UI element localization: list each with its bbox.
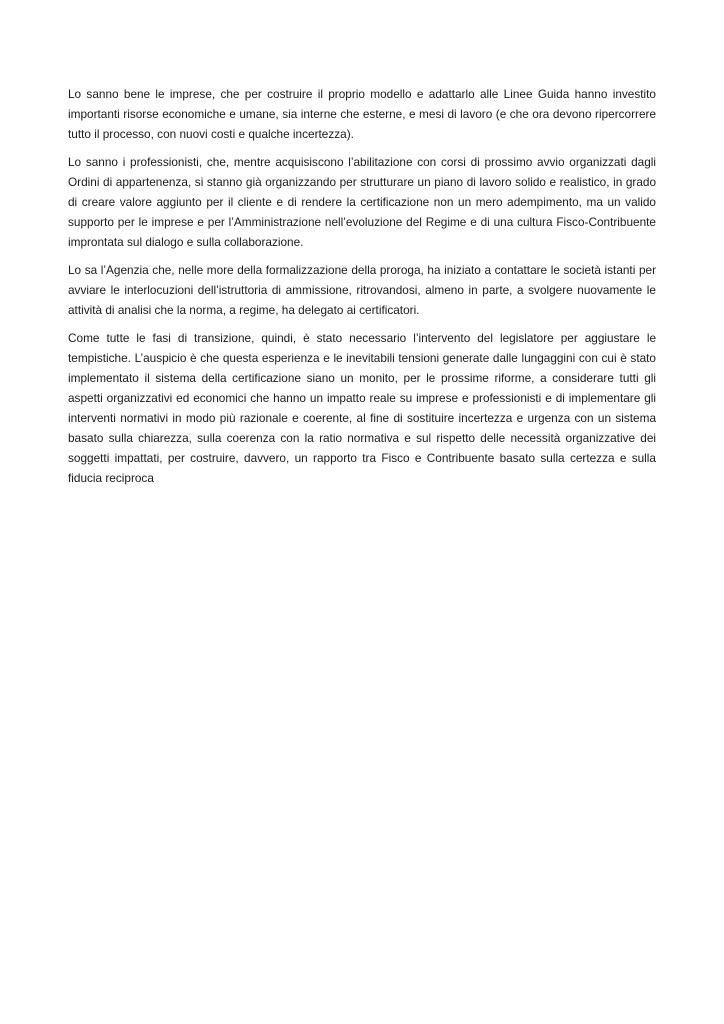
paragraph-professionisti: Lo sanno i professionisti, che, mentre acquisiscono l’abilitazione con corsi di prossimo avvio organizzati dagli Ordini di appartenenza, si stanno già organizzando per strutturare un piano di lavoro solido e realistico, in grado di creare valore aggiunto per il cliente e di rendere la certificazione non un mero adempimento, ma un valido supporto per le imprese e per l’Amministrazione nell’evoluzione del Regime e di una cultura Fisco-Contribuente improntata sul dialogo e sulla collaborazione.	[68, 155, 656, 249]
document-body	[68, 84, 656, 496]
paragraph-imprese: Lo sanno bene le imprese, che per costruire il proprio modello e adattarlo alle Linee Guida hanno investito importanti risorse economiche e umane, sia interne che esterne, e mesi di lavoro (e che ora devono ripercorrere tutto il processo, con nuovi costi e qualche incertezza).	[68, 87, 656, 141]
paragraph-agenzia: Lo sa l’Agenzia che, nelle more della formalizzazione della proroga, ha iniziato a contattare le società istanti per avviare le interlocuzioni dell’istruttoria di ammissione, ritrovandosi, almeno in parte, a svolgere nuovamente le attività di analisi che la norma, a regime, ha delegato ai certificatori.	[68, 263, 656, 317]
paragraph-conclusione: Come tutte le fasi di transizione, quindi, è stato necessario l’intervento del legislatore per aggiustare le tempistiche. L’auspicio è che questa esperienza e le inevitabili tensioni generate dalle lungaggini con cui è stato implementato il sistema della certificazione siano un monito, per le prossime riforme, a considerare tutti gli aspetti organizzativi ed economici che hanno un impatto reale su imprese e professionisti e di implementare gli interventi normativi in modo più razionale e coerente, al fine di sostituire incertezza e urgenza con un sistema basato sulla chiarezza, sulla coerenza con la ratio normativa e sul rispetto delle necessità organizzative dei soggetti impattati, per costruire, davvero, un rapporto tra Fisco e Contribuente basato sulla certezza e sulla fiducia reciproca	[68, 331, 656, 485]
